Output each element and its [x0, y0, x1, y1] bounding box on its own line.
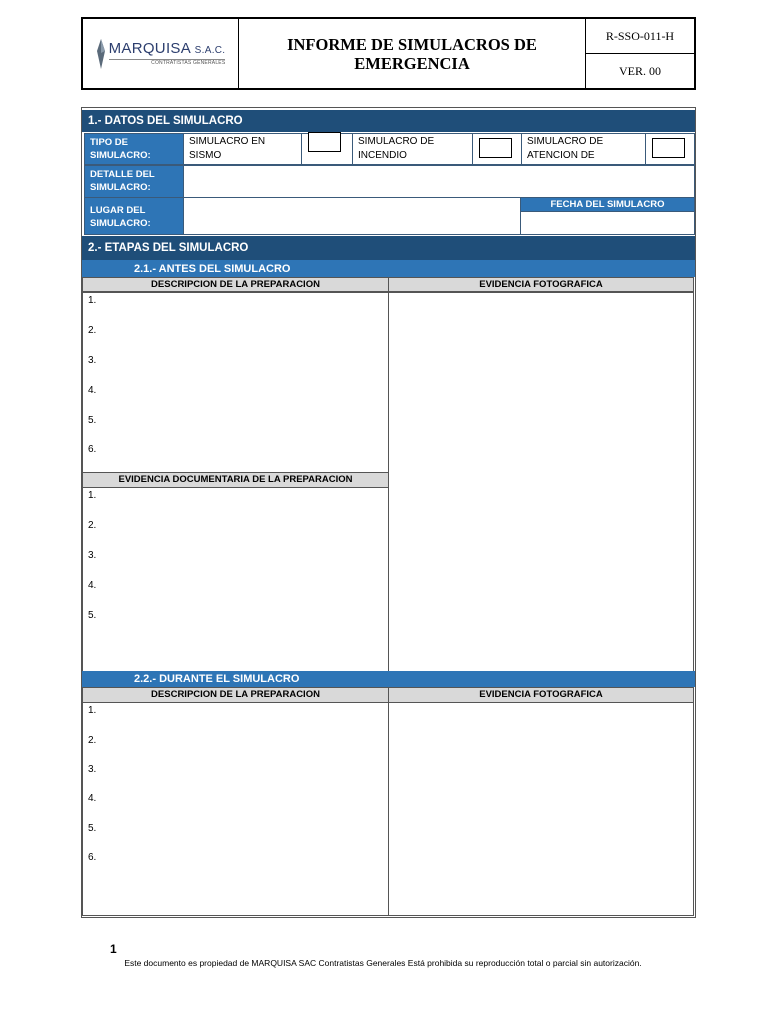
footer-disclaimer: Este documento es propiedad de MARQUISA SAC Contratistas Generales Está prohibida su reproducción total o parcial sin autorización.: [124, 958, 642, 968]
option-incendio-label: SIMULACRO DE INCENDIO: [352, 133, 473, 165]
list-item: 1.: [88, 705, 97, 716]
list-item: 2.: [88, 735, 97, 746]
option-sismo-label: SIMULACRO EN SISMO: [183, 133, 302, 165]
list-item: 3.: [88, 355, 97, 366]
document-code: R-SSO-011-H: [605, 28, 675, 43]
list-item: 1.: [88, 490, 97, 501]
simulacro-form: [81, 107, 696, 918]
list-item: 1.: [88, 295, 97, 306]
antes-desc-box[interactable]: [82, 292, 389, 473]
antes-desc-header: DESCRIPCION DE LA PREPARACION: [82, 277, 389, 292]
list-item: 3.: [88, 764, 97, 775]
subsection-durante-title: 2.2.- DURANTE EL SIMULACRO: [82, 671, 695, 687]
antes-foto-box[interactable]: [388, 292, 694, 672]
list-item: 3.: [88, 550, 97, 561]
list-item: 5.: [88, 823, 97, 834]
section2-title: 2.- ETAPAS DEL SIMULACRO: [82, 236, 695, 260]
durante-foto-box[interactable]: [388, 702, 694, 916]
subsection-antes-title: 2.1.- ANTES DEL SIMULACRO: [82, 260, 695, 277]
option-heridos-label: SIMULACRO DE ATENCION DE: [521, 133, 646, 165]
durante-desc-box[interactable]: [82, 702, 389, 916]
logo-icon: [96, 39, 106, 69]
list-item: 2.: [88, 325, 97, 336]
list-item: 6.: [88, 444, 97, 455]
list-item: 5.: [88, 415, 97, 426]
logo-name: MARQUISA: [108, 39, 191, 57]
section1-title: 1.- DATOS DEL SIMULACRO: [82, 110, 695, 132]
fecha-field[interactable]: [520, 211, 695, 235]
logo-suffix: S.A.C.: [194, 44, 226, 56]
fecha-label: FECHA DEL SIMULACRO: [520, 197, 695, 212]
tipo-label: TIPO DE SIMULACRO:: [84, 133, 184, 165]
detalle-field[interactable]: [183, 165, 695, 198]
durante-desc-header: DESCRIPCION DE LA PREPARACION: [82, 687, 389, 703]
list-item: 4.: [88, 793, 97, 804]
company-logo: [83, 19, 239, 88]
antes-foto-header: EVIDENCIA FOTOGRAFICA: [388, 277, 694, 292]
list-item: 6.: [88, 852, 97, 863]
evidencia-doc-header: EVIDENCIA DOCUMENTARIA DE LA PREPARACION: [82, 472, 389, 488]
durante-foto-header: EVIDENCIA FOTOGRAFICA: [388, 687, 694, 703]
document-header: [81, 17, 696, 90]
lugar-field[interactable]: [183, 197, 521, 235]
lugar-label: LUGAR DEL SIMULACRO:: [84, 197, 184, 235]
checkbox-incendio[interactable]: [479, 138, 512, 158]
checkbox-heridos[interactable]: [652, 138, 685, 158]
detalle-label: DETALLE DEL SIMULACRO:: [84, 165, 184, 198]
list-item: 5.: [88, 610, 97, 621]
evidencia-doc-box[interactable]: [82, 487, 389, 672]
page-number: 1: [110, 942, 117, 956]
checkbox-sismo[interactable]: [308, 132, 341, 152]
document-version: VER. 00: [586, 53, 694, 88]
list-item: 4.: [88, 385, 97, 396]
list-item: 4.: [88, 580, 97, 591]
document-title: INFORME DE SIMULACROS DE EMERGENCIA: [239, 19, 586, 88]
list-item: 2.: [88, 520, 97, 531]
logo-subtitle: CONTRATISTAS GENERALES: [109, 59, 226, 67]
